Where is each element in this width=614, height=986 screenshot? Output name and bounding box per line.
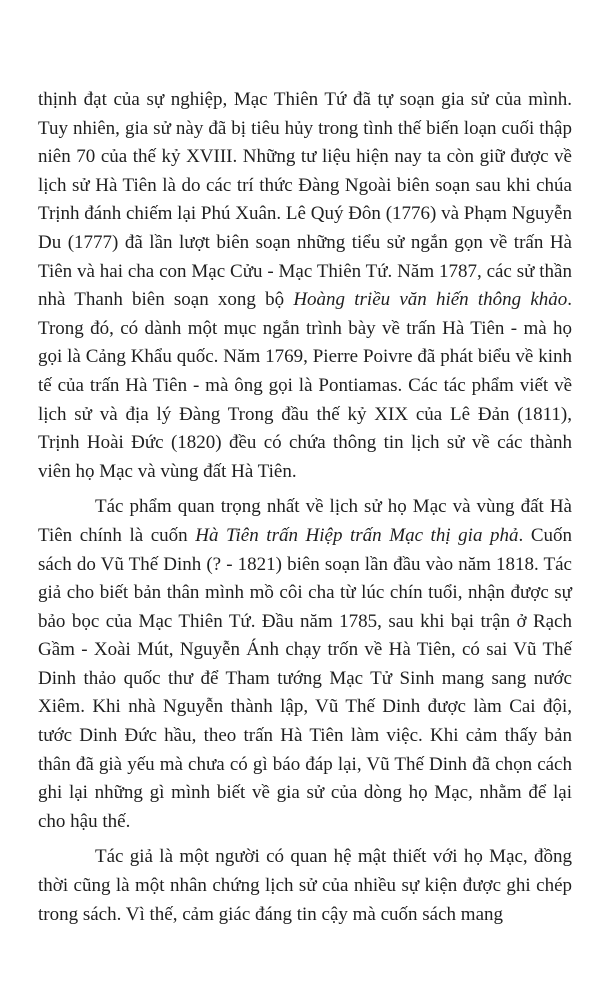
paragraph-1 xyxy=(38,86,572,486)
book-title-italic: Hà Tiên trấn Hiệp trấn Mạc thị gia phả xyxy=(195,524,519,546)
paragraph-3 xyxy=(38,843,572,929)
body-text-run: thịnh đạt của sự nghiệp, Mạc Thiên Tứ đã tự soạn gia sử của mình. Tuy nhiên, gia sử này đã bị tiêu hủy trong tình thế biến loạn cuối thập niên 70 của thế kỷ XVIII. Những tư liệu hiện nay ta còn giữ được về lịch sử Hà Tiên là do các trí thức Đàng Ngoài biên soạn sau khi chúa Trịnh đánh chiếm lại Phú Xuân. Lê Quý Đôn (1776) và Phạm Nguyễn Du (1777) đã lần lượt biên soạn những tiểu sử ngắn gọn về trấn Hà Tiên và hai cha con Mạc Cửu - Mạc Thiên Tứ. Năm 1787, các sử thần nhà Thanh biên soạn xong bộ xyxy=(38,89,572,311)
body-text-run: Tác giả là một người có quan hệ mật thiết với họ Mạc, đồng thời cũng là một nhân chứng lịch sử của nhiều sự kiện được ghi chép trong sách. Vì thế, cảm giác đáng tin cậy mà cuốn sách mang xyxy=(38,846,572,925)
paragraph-2 xyxy=(38,493,572,836)
body-text-run: Tác phẩm quan trọng nhất về lịch sử họ Mạc và vùng đất Hà Tiên chính là cuốn xyxy=(38,496,572,546)
page-text-block xyxy=(38,86,572,929)
book-title-italic: Hoàng triều văn hiến thông khảo xyxy=(293,289,568,311)
body-text-run: . Cuốn sách do Vũ Thế Dinh (? - 1821) biên soạn lần đầu vào năm 1818. Tác giả cho biết bản thân mình mồ côi cha từ lúc chín tuổi, nhận được sự bảo bọc của Mạc Thiên Tứ. Đầu năm 1785, sau khi bại trận ở Rạch Gầm - Xoài Mút, Nguyễn Ánh chạy trốn về Hà Tiên, có sai Vũ Thế Dinh thảo quốc thư để Tham tướng Mạc Tử Sinh mang sang nước Xiêm. Khi nhà Nguyễn thành lập, Vũ Thế Dinh được làm Cai đội, tước Dinh Đức hầu, theo trấn Hà Tiên làm việc. Khi cảm thấy bản thân đã già yếu mà chưa có gì báo đáp lại, Vũ Thế Dinh đã chọn cách ghi lại những gì mình biết về gia sử của dòng họ Mạc, nhằm để lại cho hậu thế. xyxy=(38,524,572,832)
body-text-run: . Trong đó, có dành một mục ngắn trình bày về trấn Hà Tiên - mà họ gọi là Cảng Khẩu quốc. Năm 1769, Pierre Poivre đã phát biểu về kinh tế của trấn Hà Tiên - mà ông gọi là Pontiamas. Các tác phẩm viết về lịch sử và địa lý Đàng Trong đầu thế kỷ XIX của Lê Đản (1811), Trịnh Hoài Đức (1820) đều có chứa thông tin lịch sử về các thành viên họ Mạc và vùng đất Hà Tiên. xyxy=(38,289,572,482)
